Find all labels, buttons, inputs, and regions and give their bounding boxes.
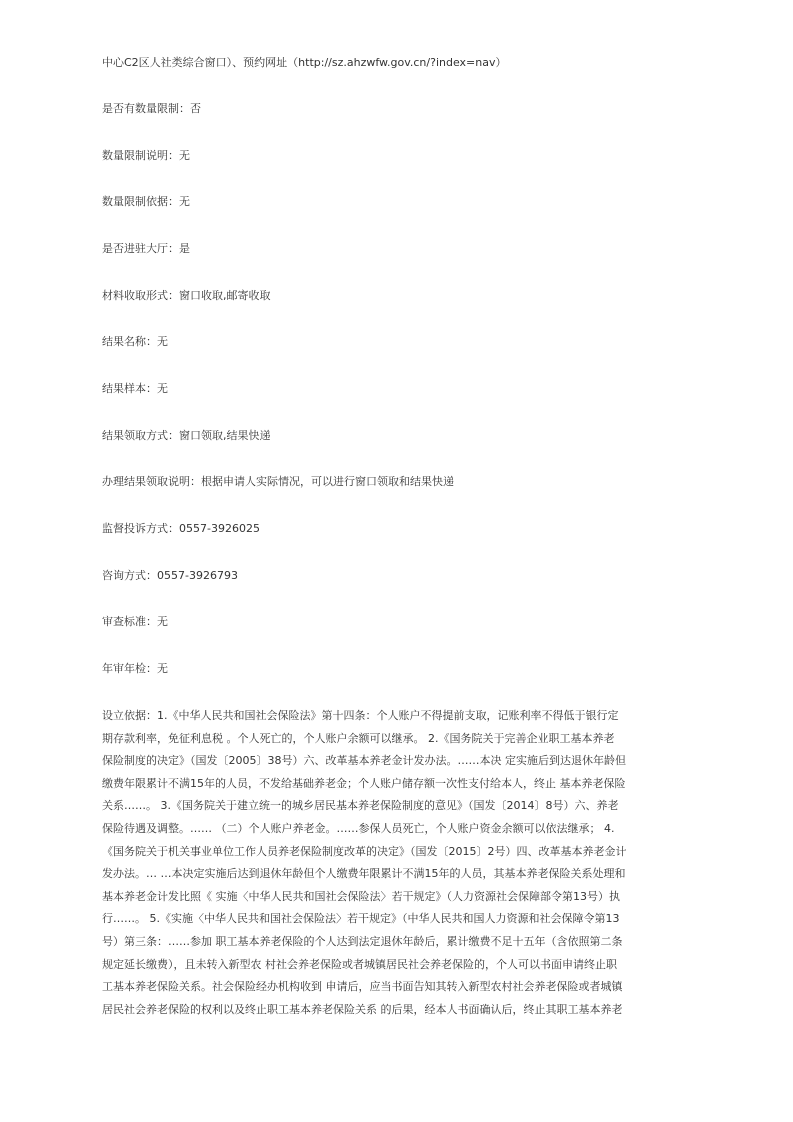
result-pickup-method-field: 结果领取方式：窗口领取,结果快递 (102, 429, 271, 442)
legal-basis-line: 设立依据：1.《中华人民共和国社会保险法》第十四条：个人账户不得提前支取，记账利率不得低于银行定 (102, 709, 619, 722)
material-collection-field: 材料收取形式：窗口收取,邮寄收取 (102, 289, 271, 302)
legal-basis-line: 期存款利率，免征利息税 。个人死亡的，个人账户余额可以继承。 2.《国务院关于完善企业职工基本养老 (102, 731, 615, 745)
legal-basis-line: 号）第三条：……参加 职工基本养老保险的个人达到法定退休年龄后，累计缴费不足十五年（含依照第二条 (102, 934, 623, 948)
in-hall-field: 是否进驻大厅：是 (102, 242, 190, 255)
legal-basis-line: 行……。 5.《实施〈中华人民共和国社会保险法〉若干规定》（中华人民共和国人力资源和社会保障令第13 (102, 912, 620, 926)
result-pickup-note-field: 办理结果领取说明：根据申请人实际情况，可以进行窗口领取和结果快递 (102, 475, 454, 488)
appointment-url-line: 中心C2区人社类综合窗口）、预约网址（http://sz.ahzwfw.gov.cn/?index=nav） (102, 56, 507, 69)
consultation-contact-field: 咨询方式：0557-3926793 (102, 569, 238, 582)
legal-basis-line: 发办法。… …本决定实施后达到退休年龄但个人缴费年限累计不满15年的人员，其基本养老保险关系处理和 (102, 867, 626, 881)
legal-basis-line: 规定延长缴费），且未转入新型农 村社会养老保险或者城镇居民社会养老保险的，个人可以书面申请终止职 (102, 957, 617, 971)
legal-basis-line: 基本养老金计发比照《 实施〈中华人民共和国社会保险法〉若干规定》（人力资源社会保障部令第13号）执 (102, 889, 620, 903)
legal-basis-line: 保险待遇及调整。…… （二）个人账户养老金。……参保人员死亡，个人账户资金余额可以依法继承； 4. (102, 821, 615, 835)
quantity-limit-description-field: 数量限制说明：无 (102, 149, 190, 162)
annual-review-field: 年审年检：无 (102, 662, 168, 675)
legal-basis-line: 缴费年限累计不满15年的人员，不发给基础养老金；个人账户储存额一次性支付给本人，终止 基本养老保险 (102, 776, 626, 790)
quantity-limit-field: 是否有数量限制：否 (102, 102, 201, 115)
legal-basis-line: 保险制度的决定》（国发〔2005〕38号）六、改革基本养老金计发办法。……本决 定实施后到达退休年龄但 (102, 754, 626, 768)
complaint-contact-field: 监督投诉方式：0557-3926025 (102, 522, 260, 535)
result-sample-field: 结果样本：无 (102, 382, 168, 395)
legal-basis-line: 居民社会养老保险的权利以及终止职工基本养老保险关系 的后果，经本人书面确认后，终止其职工基本养老 (102, 1002, 623, 1016)
quantity-limit-basis-field: 数量限制依据：无 (102, 195, 190, 208)
review-standard-field: 审查标准：无 (102, 615, 168, 628)
legal-basis-paragraph (102, 705, 684, 1021)
legal-basis-line: 关系……。 3.《国务院关于建立统一的城乡居民基本养老保险制度的意见》（国发〔2014〕8号）六、养老 (102, 799, 619, 813)
result-name-field: 结果名称：无 (102, 335, 168, 348)
legal-basis-line: 工基本养老保险关系。社会保险经办机构收到 申请后，应当书面告知其转入新型农村社会养老保险或者城镇 (102, 980, 623, 994)
legal-basis-line: 《国务院关于机关事业单位工作人员养老保险制度改革的决定》（国发〔2015〕2号）四、改革基本养老金计 (102, 844, 627, 858)
